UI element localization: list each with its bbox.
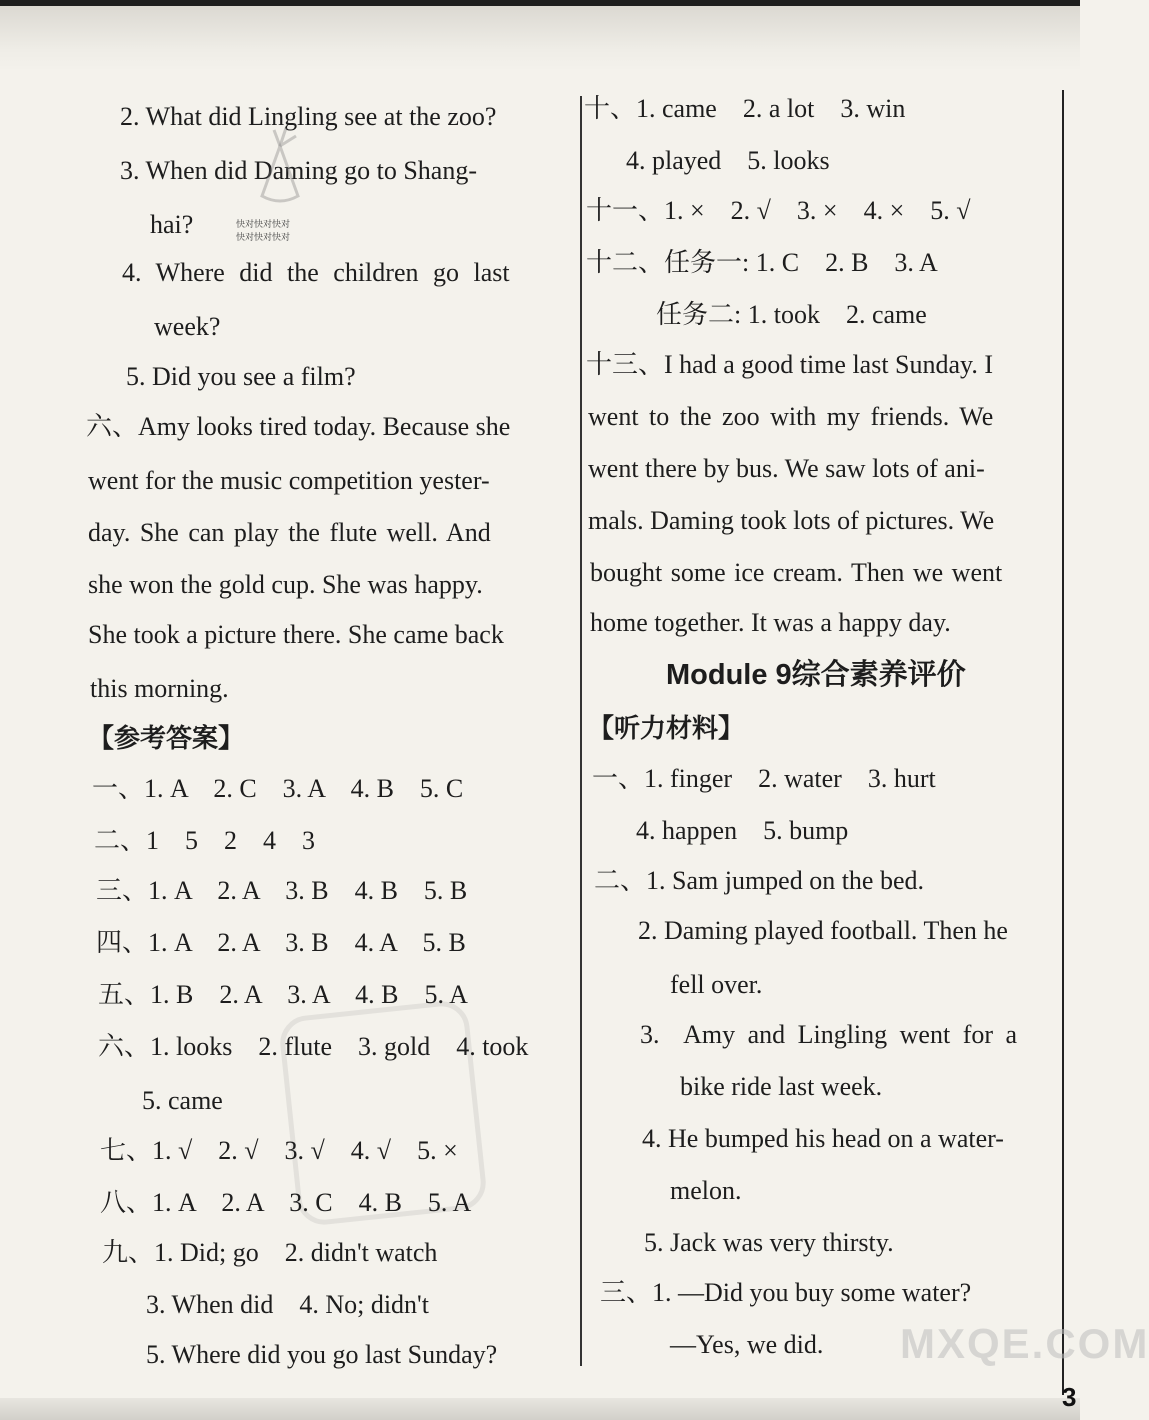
right-border-rule [1062,90,1064,1395]
question-line: hai? [150,210,194,239]
answer-line: melon. [670,1176,742,1205]
question-line: 2. What did Lingling see at the zoo? [120,102,497,131]
passage-line: went for the music competition yester- [88,466,490,495]
answer-line: 3. Amy and Lingling went for a [640,1020,1018,1049]
question-line: 4. Where did the children go last [122,258,510,287]
question-line: week? [154,312,221,341]
page-number: 3 [1062,1382,1077,1412]
question-line: 5. Did you see a film? [126,362,356,391]
stamp-text: 快对快对快对 [236,220,291,230]
answer-line: 3. When did 4. No; didn't [146,1290,429,1319]
answer-line: bike ride last week. [680,1072,883,1101]
answer-line: 一、1. A 2. C 3. A 4. B 5. C [92,774,464,803]
passage-line: went there by bus. We saw lots of ani- [588,454,985,483]
passage-line: this morning. [90,674,229,703]
column-divider [580,96,582,1366]
answer-line: 五、1. B 2. A 3. A 4. B 5. A [98,980,468,1009]
question-line: 3. When did Daming go to Shang- [120,156,477,185]
answer-line: 5. Where did you go last Sunday? [146,1340,498,1369]
answer-line: 七、1. √ 2. √ 3. √ 4. √ 5. × [100,1136,458,1165]
passage-line: 六、Amy looks tired today. Because she [86,412,511,441]
answer-line: 任务二: 1. took 2. came [656,300,927,329]
answer-line: 三、1. —Did you buy some water? [600,1278,972,1307]
answer-line: —Yes, we did. [670,1330,824,1359]
answer-line: 四、1. A 2. A 3. B 4. A 5. B [96,928,466,957]
passage-line: home together. It was a happy day. [590,608,951,637]
answer-line: 十、1. came 2. a lot 3. win [584,94,906,123]
answer-line: 4. played 5. looks [626,146,830,175]
answer-line: 5. Jack was very thirsty. [644,1228,894,1257]
answer-line: 八、1. A 2. A 3. C 4. B 5. A [100,1188,472,1217]
passage-line: she won the gold cup. She was happy. [88,570,483,599]
answer-line: 十二、任务一: 1. C 2. B 3. A [586,248,938,277]
page-top-shadow [0,0,1080,72]
answer-line: 4. He bumped his head on a water- [642,1124,1004,1153]
carrot-icon [240,126,320,216]
answer-line: fell over. [670,970,763,999]
answer-line: 4. happen 5. bump [636,816,849,845]
listening-heading: 【听力材料】 [588,714,745,744]
answer-line: 三、1. A 2. A 3. B 4. B 5. B [96,876,468,905]
answer-key-heading: 【参考答案】 [88,724,245,754]
answer-line: 十一、1. × 2. √ 3. × 4. × 5. √ [586,196,971,225]
answer-line: 2. Daming played football. Then he [638,916,1008,945]
answer-line: 二、1 5 2 4 3 [94,826,316,855]
passage-line: 十三、I had a good time last Sunday. I [586,350,994,379]
page-bottom-shadow [0,1398,1080,1420]
stamp-text: 快对快对快对 [236,233,291,243]
passage-line: day. She can play the flute well. And [88,518,491,547]
passage-line: mals. Daming took lots of pictures. We [588,506,995,535]
module-heading: Module 9综合素养评价 [666,659,966,691]
answer-line: 一、1. finger 2. water 3. hurt [592,764,936,793]
passage-line: went to the zoo with my friends. We [588,402,994,431]
answer-line: 六、1. looks 2. flute 3. gold 4. took [98,1032,529,1061]
passage-line: She took a picture there. She came back [88,620,504,649]
passage-line: bought some ice cream. Then we went [590,558,1003,587]
answer-line: 二、1. Sam jumped on the bed. [594,866,925,895]
site-watermark: MXQE.COM [900,1320,1149,1367]
answer-line: 5. came [142,1086,223,1115]
answer-line: 九、1. Did; go 2. didn't watch [102,1238,438,1267]
